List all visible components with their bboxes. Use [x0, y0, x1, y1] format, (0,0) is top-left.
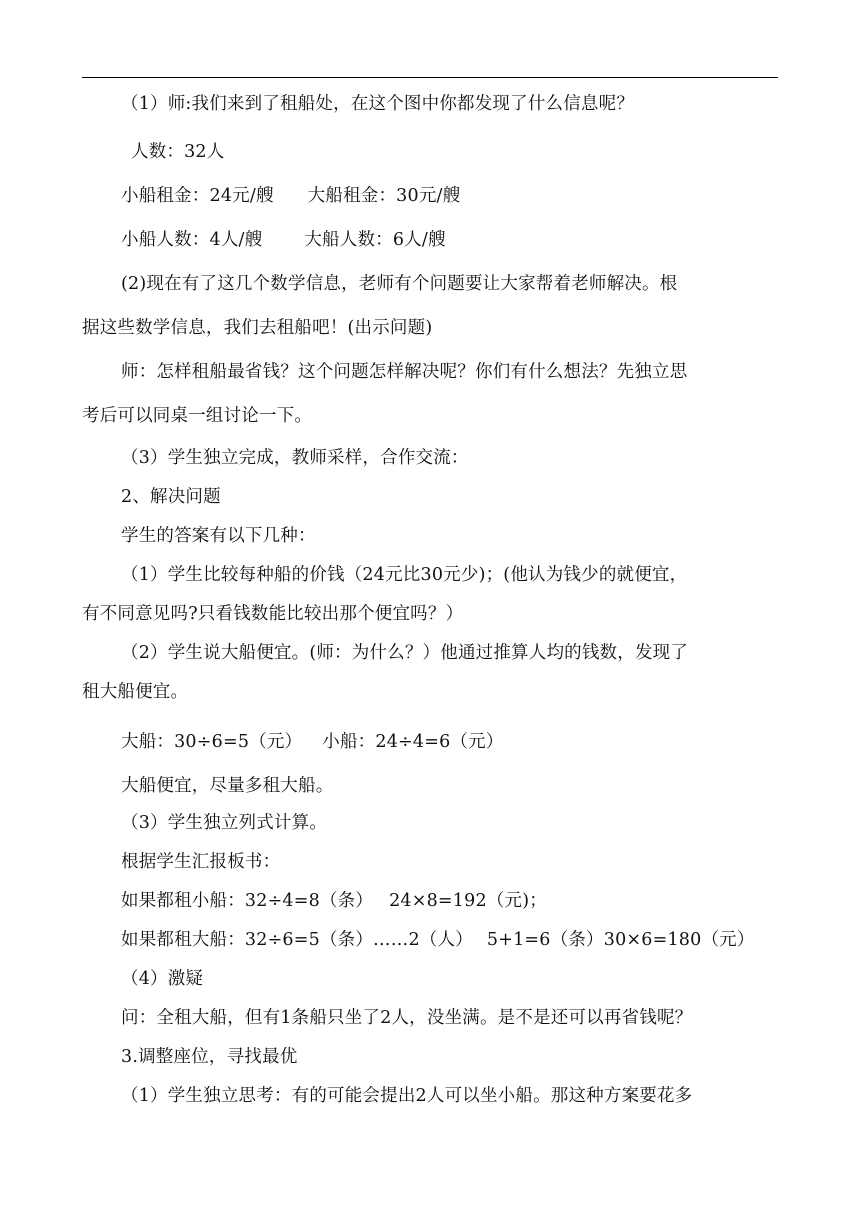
text-line: 大船便宜，尽量多租大船。 — [121, 776, 334, 796]
text-line: 租大船便宜。 — [82, 682, 189, 702]
text-line: （1）学生独立思考：有的可能会提出2人可以坐小船。那这种方案要花多 — [121, 1086, 693, 1106]
small-boat-capacity: 小船人数：4人/艘 — [121, 230, 263, 250]
text-line: （1）师:我们来到了租船处，在这个图中你都发现了什么信息呢？ — [121, 94, 635, 114]
text-line: 问：全租大船，但有1条船只坐了2人，没坐满。是不是还可以再省钱呢？ — [121, 1008, 693, 1028]
text-line: 师：怎样租船最省钱？这个问题怎样解决呢？你们有什么想法？先独立思 — [121, 362, 688, 382]
text-line: (2)现在有了这几个数学信息，老师有个问题要让大家帮着老师解决。根 — [121, 274, 678, 294]
equation-all-small: 如果都租小船：32÷4=8（条） — [121, 891, 374, 911]
text-line: 据这些数学信息，我们去租船吧！(出示问题) — [82, 318, 433, 338]
equation-small-boat: 小船：24÷4=6（元） — [322, 732, 504, 752]
large-boat-capacity: 大船人数：6人/艘 — [304, 230, 446, 250]
text-line: 考后可以同桌一组讨论一下。 — [82, 406, 313, 426]
text-line: （4）激疑 — [121, 969, 204, 989]
text-line: （3）学生独立完成，教师采样，合作交流： — [121, 448, 469, 468]
section-heading: 2、解决问题 — [121, 487, 221, 507]
equation-all-large-cost: 5+1=6（条）30×6=180（元） — [486, 930, 755, 950]
text-line — [121, 184, 460, 208]
text-line — [121, 889, 547, 913]
text-line — [121, 928, 755, 952]
text-line: （2）学生说大船便宜。(师：为什么？）他通过推算人均的钱数，发现了 — [121, 643, 689, 663]
large-boat-price: 大船租金：30元/艘 — [307, 186, 461, 206]
header-rule — [82, 77, 778, 78]
equation-large-boat: 大船：30÷6=5（元） — [121, 732, 303, 752]
text-line: （1）学生比较每种船的价钱（24元比30元少)；(他认为钱少的就便宜， — [121, 565, 688, 585]
section-heading: 3.调整座位，寻找最优 — [121, 1047, 298, 1067]
text-line — [121, 730, 504, 754]
small-boat-price: 小船租金：24元/艘 — [121, 186, 274, 206]
text-line: 根据学生汇报板书： — [121, 852, 281, 872]
text-line: 人数：32人 — [131, 142, 225, 162]
text-line: 有不同意见吗?只看钱数能比较出那个便宜吗？） — [82, 604, 464, 624]
text-line: 学生的答案有以下几种： — [121, 526, 316, 546]
text-line: （3）学生独立列式计算。 — [121, 813, 328, 833]
equation-all-large: 如果都租大船：32÷6=5（条）……2（人） — [121, 930, 473, 950]
equation-all-small-cost: 24×8=192（元)； — [389, 891, 547, 911]
text-line — [121, 228, 446, 252]
